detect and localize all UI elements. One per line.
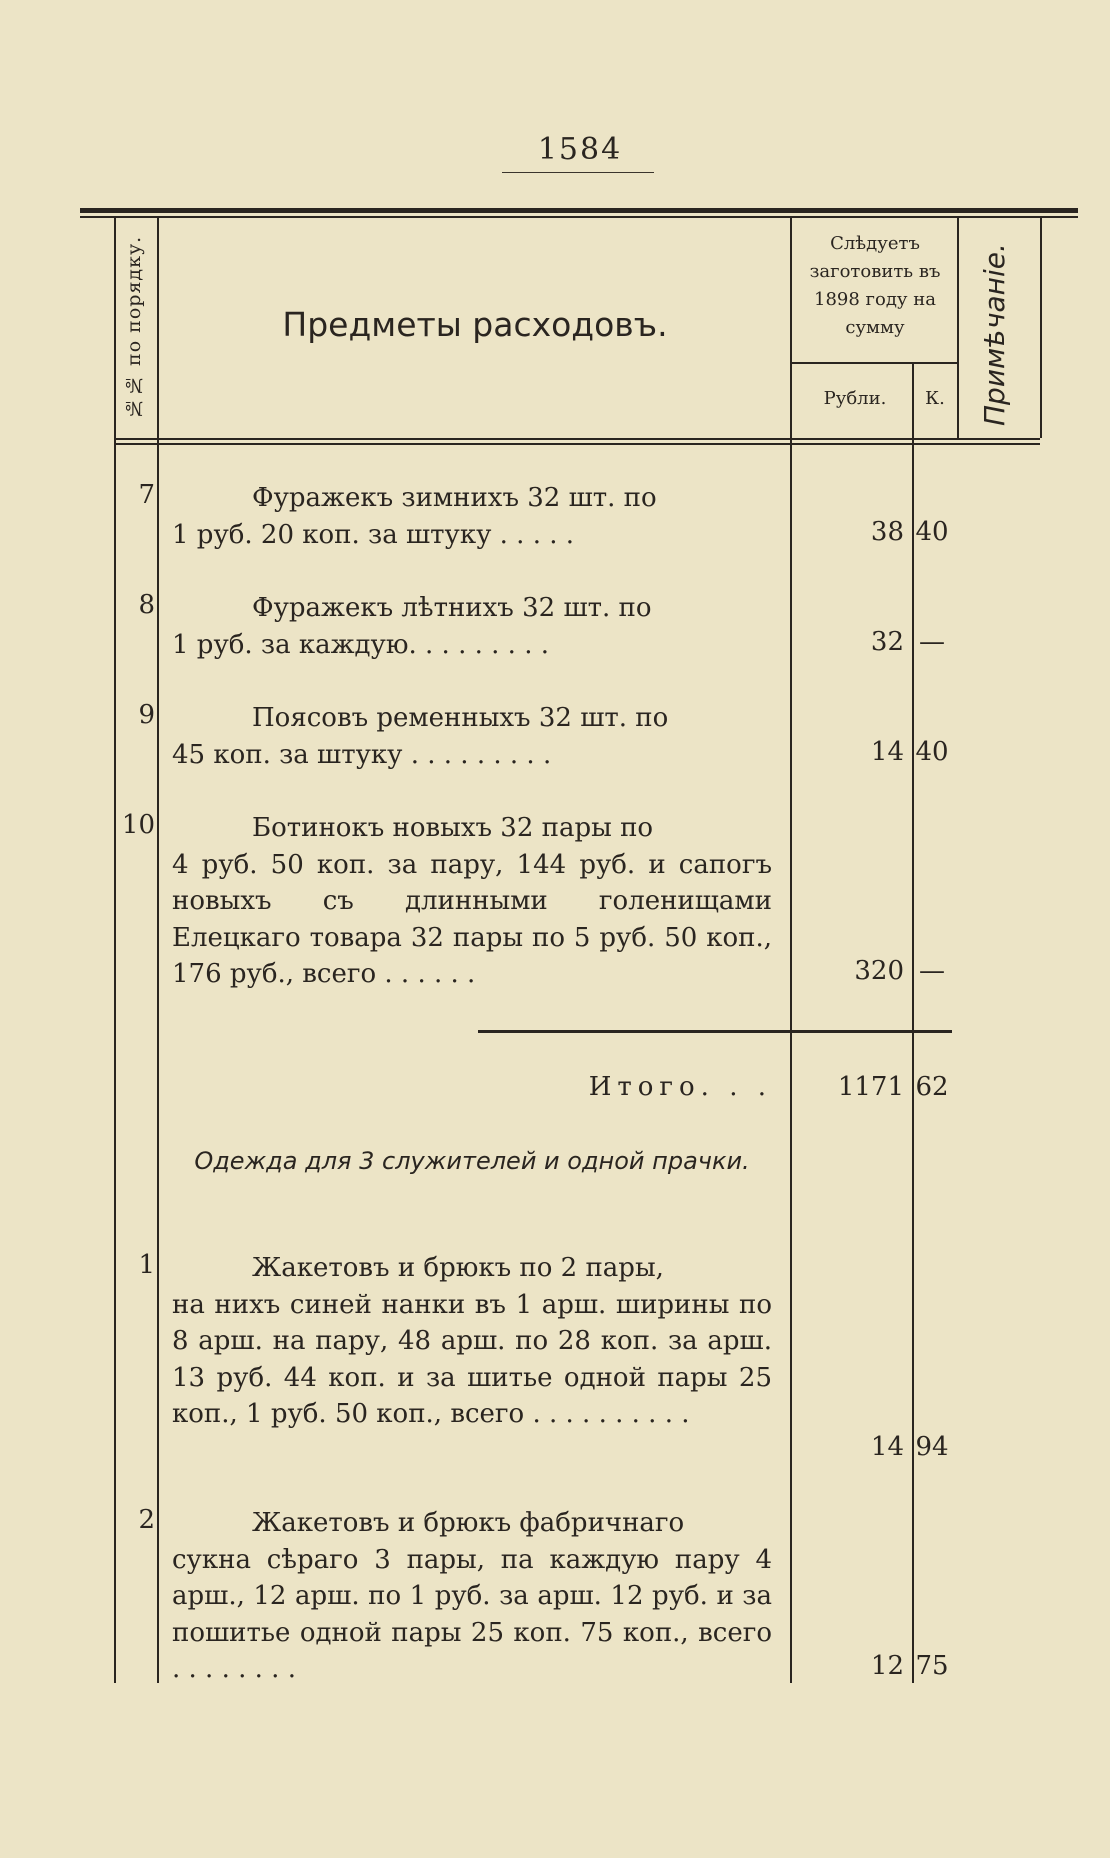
row-text: [172, 1250, 772, 1433]
row-text-rest: 4 руб. 50 коп. за пару, 144 руб. и сапогъ новыхъ съ длинными голенищами Елецкаго товара 32 пары по 5 руб. 50 коп., 176 руб., всего . . . . . .: [172, 849, 772, 989]
row-kopecks: —: [919, 627, 945, 657]
row-kopecks: 40: [915, 737, 949, 767]
header-bottom-rule-2: [114, 443, 1040, 445]
row-number: 1: [138, 1250, 155, 1280]
row-text-line1: Поясовъ ременныхъ 32 шт. по: [252, 703, 669, 733]
row-text-line1: Жакетовъ и брюкъ фабричнаго: [252, 1508, 685, 1538]
header-note: Примѣчаніе.: [978, 243, 1011, 427]
page-number-rule: [502, 172, 654, 173]
col-kop-divider: [912, 362, 914, 1683]
section-title: Одежда для 3 служителей и одной прачки.: [194, 1147, 750, 1175]
row-rubles: 320: [854, 956, 904, 986]
row-text: [172, 700, 772, 773]
header-sum: Слѣдуетъ заготовить въ 1898 году на сумму: [809, 233, 941, 338]
subtotal-rule-text: [478, 1030, 790, 1033]
row-text-line1: Жакетовъ и брюкъ по 2 пары,: [252, 1253, 664, 1283]
row-text: [172, 1505, 772, 1688]
header-number-column: №№ по порядку.: [123, 235, 145, 420]
col-note-divider: [1040, 218, 1042, 438]
row-number: 7: [138, 480, 155, 510]
row-number: 2: [138, 1505, 155, 1535]
row-rubles: 12: [870, 1651, 904, 1681]
row-text-rest: сукна сѣраго 3 пары, па каждую пару 4 арш., 12 арш. по 1 руб. за арш. 12 руб. и за пошитье одной пары 25 коп. 75 коп., всего . . . . . . . .: [172, 1544, 772, 1684]
row-text-rest: на нихъ синей нанки въ 1 арш. ширины по 8 арш. на пару, 48 арш. по 28 коп. за арш. 13 руб. 44 коп. и за шитье одной пары 25 коп., 1 руб. 50 коп., всего . . . . . . . . . .: [172, 1289, 772, 1429]
row-text-rest: 1 руб. 20 коп. за штуку . . . . .: [172, 519, 575, 550]
top-double-rule: [80, 208, 1078, 218]
total-kopecks: 62: [915, 1072, 949, 1102]
row-text-rest: 1 руб. за каждую. . . . . . . . .: [172, 629, 549, 660]
row-text: [172, 590, 772, 663]
row-text-line1: Фуражекъ лѣтнихъ 32 шт. по: [252, 593, 652, 623]
row-text-rest: 45 коп. за штуку . . . . . . . . .: [172, 739, 552, 770]
col-sum-divider: [957, 218, 959, 438]
row-kopecks: —: [919, 956, 945, 986]
header-title: Предметы расходовъ.: [282, 305, 668, 344]
header-kopecks: К.: [925, 388, 945, 409]
row-rubles: 38: [870, 517, 904, 547]
row-text-line1: Ботинокъ новыхъ 32 пары по: [252, 813, 654, 843]
row-text: [172, 480, 772, 553]
row-rubles: 14: [870, 1432, 904, 1462]
row-text-line1: Фуражекъ зимнихъ 32 шт. по: [252, 483, 657, 513]
subtotal-rule-kop: [912, 1030, 952, 1033]
row-number: 10: [121, 810, 155, 840]
row-number: 9: [138, 700, 155, 730]
subtotal-rule-rub: [790, 1030, 912, 1033]
row-kopecks: 94: [915, 1432, 949, 1462]
page-number: 1584: [537, 132, 623, 167]
sum-subheader-rule: [790, 362, 957, 364]
total-rubles: 1171: [837, 1072, 904, 1102]
row-rubles: 32: [870, 627, 904, 657]
row-text: [172, 810, 772, 993]
row-number: 8: [138, 590, 155, 620]
total-label: Итого. . .: [588, 1072, 772, 1102]
header-bottom-rule: [114, 438, 1040, 440]
row-rubles: 14: [870, 737, 904, 767]
header-rubles: Рубли.: [823, 388, 887, 409]
row-kopecks: 40: [915, 517, 949, 547]
row-kopecks: 75: [915, 1651, 949, 1681]
